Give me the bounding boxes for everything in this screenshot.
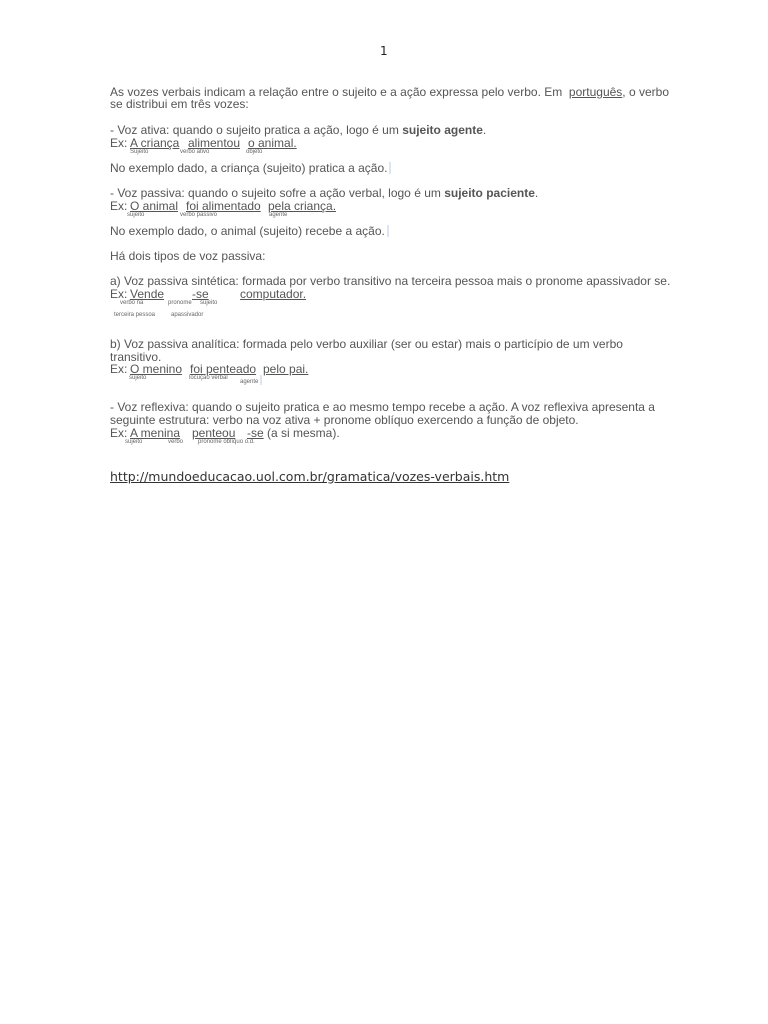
- ativa-note-text: No exemplo dado, a criança (sujeito) pratica a ação.: [110, 161, 388, 175]
- analitica-sub-3-text: agente: [240, 379, 259, 385]
- reflexiva-definition-1: - Voz reflexiva: quando o sujeito pratica e ao mesmo tempo recebe a ação. A voz reflexiva apresenta a: [110, 400, 655, 414]
- intro-text: As vozes verbais indicam a relação entre o sujeito e a ação expressa pelo verbo. Em: [110, 85, 563, 99]
- reflexiva-tail: (a si mesma).: [263, 426, 340, 440]
- ativa-word-2: alimentou: [188, 136, 241, 150]
- ativa-def-post: .: [482, 123, 487, 137]
- source-link[interactable]: http://mundoeducacao.uol.com.br/gramatica/vozes-verbais.htm: [110, 469, 510, 484]
- ex-label: Ex:: [110, 136, 128, 150]
- text-cursor: [260, 375, 262, 385]
- ativa-note: [110, 162, 391, 175]
- analitica-sub-2: locução verbal: [189, 375, 228, 381]
- analitica-word-1: O menino: [130, 362, 183, 376]
- intro-line-2: se distribui em três vozes:: [110, 97, 249, 111]
- passiva-definition: [110, 187, 538, 200]
- reflexiva-ex-label: Ex:: [110, 426, 128, 440]
- sintetica-word-2: -se: [192, 287, 209, 301]
- passiva-ex-label: Ex:: [110, 199, 128, 213]
- ativa-definition: [110, 124, 486, 137]
- sintetica-ex-label: Ex:: [110, 287, 128, 301]
- passiva-note: [110, 225, 389, 238]
- passiva-def-text: - Voz passiva: quando o sujeito sofre a ação verbal, logo é um: [110, 186, 445, 200]
- reflexiva-word-2: penteou: [192, 426, 236, 440]
- ativa-sub-1: Sujeito: [130, 149, 149, 155]
- sintetica-sub-2a: pronome: [168, 300, 192, 306]
- analitica-word-2: foi penteado: [190, 362, 257, 376]
- reflexiva-sub-1: sujeito: [125, 439, 143, 445]
- ativa-word-3: o animal.: [248, 136, 297, 150]
- ativa-sub-2: verbo ativo: [180, 149, 210, 155]
- portugues-link[interactable]: português: [568, 85, 623, 99]
- passiva-note-text: No exemplo dado, o animal (sujeito) recebe a ação.: [110, 224, 385, 238]
- ativa-sub-3: objeto: [246, 149, 263, 155]
- passiva-word-1: O animal: [130, 199, 179, 213]
- analitica-definition-2: transitivo.: [110, 350, 162, 364]
- ativa-def-bold: sujeito agente: [402, 123, 483, 137]
- reflexiva-word-3: -se: [247, 426, 264, 440]
- passiva-word-2: foi alimentado: [186, 199, 261, 213]
- ativa-def-text: - Voz ativa: quando o sujeito pratica a ação, logo é um: [110, 123, 403, 137]
- passiva-sub-3: agente: [269, 212, 288, 218]
- analitica-sub-1: sujeito: [129, 375, 147, 381]
- page-number: 1: [380, 44, 388, 58]
- tipos-line: Há dois tipos de voz passiva:: [110, 249, 266, 263]
- analitica-definition-1: b) Voz passiva analítica: formada pelo verbo auxiliar (ser ou estar) mais o particípio de um verbo: [110, 337, 623, 351]
- analitica-sub-3: [240, 375, 262, 385]
- sintetica-sub-1b: terceira pessoa: [114, 312, 156, 318]
- reflexiva-sub-2: verbo: [168, 439, 184, 445]
- sintetica-word-1: Vende: [130, 287, 165, 301]
- sintetica-sub-3a: sujeito: [200, 300, 218, 306]
- reflexiva-definition-2: seguinte estrutura: verbo na voz ativa + pronome oblíquo exercendo a função de objeto.: [110, 413, 579, 427]
- passiva-def-bold: sujeito paciente: [444, 186, 535, 200]
- passiva-sub-2: verbo passivo: [180, 212, 218, 218]
- passiva-sub-1: sujeito: [127, 212, 145, 218]
- analitica-ex-label: Ex:: [110, 362, 128, 376]
- sintetica-definition: a) Voz passiva sintética: formada por verbo transitivo na terceira pessoa mais o pronome apassivador se.: [110, 274, 671, 288]
- sintetica-sub-1a: verbo na: [120, 300, 144, 306]
- sintetica-word-3: computador.: [240, 287, 307, 301]
- passiva-word-3: pela criança.: [268, 199, 337, 213]
- text-cursor: [389, 162, 391, 174]
- reflexiva-word-3-group: [247, 427, 340, 440]
- passiva-def-post: .: [534, 186, 539, 200]
- reflexiva-sub-3: pronome oblíquo o.d.: [198, 439, 255, 445]
- ativa-word-1: A criança: [130, 136, 180, 150]
- sintetica-sub-2b: apassivador: [171, 312, 204, 318]
- ativa-example: [110, 137, 127, 150]
- intro-text-post: , o verbo: [622, 85, 669, 99]
- reflexiva-word-1: A menina: [130, 426, 181, 440]
- text-cursor: [387, 225, 389, 237]
- analitica-word-3: pelo pai.: [263, 362, 309, 376]
